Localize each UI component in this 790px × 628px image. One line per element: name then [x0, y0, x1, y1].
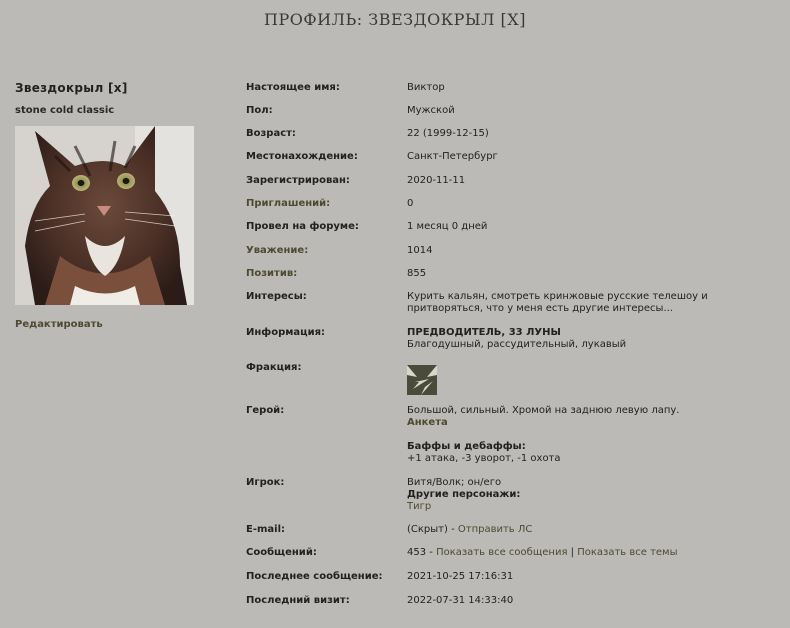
posts-label: Сообщений:	[246, 547, 317, 558]
time-on-forum-label: Провел на форуме:	[246, 221, 359, 232]
hero-anketa-link[interactable]: Анкета	[407, 417, 448, 428]
other-characters-title: Другие персонажи:	[407, 489, 521, 500]
email-separator: -	[447, 524, 458, 535]
player-value	[407, 477, 777, 513]
last-visit-value: 2022-07-31 14:33:40	[407, 595, 514, 606]
buffs-text: +1 атака, -3 уворот, -1 охота	[407, 453, 561, 464]
last-visit-label: Последний визит:	[246, 595, 350, 606]
hero-label: Герой:	[246, 405, 285, 416]
faction-label: Фракция:	[246, 362, 302, 373]
email-label: E-mail:	[246, 524, 286, 535]
info-text: Благодушный, рассудительный, лукавый	[407, 339, 627, 350]
buffs-title: Баффы и дебаффы:	[407, 441, 526, 452]
email-value	[407, 524, 777, 536]
player-label: Игрок:	[246, 477, 285, 488]
positive-link[interactable]: Позитив:	[246, 268, 298, 279]
posts-separator-2: |	[567, 547, 578, 558]
send-pm-link[interactable]: Отправить ЛС	[457, 524, 533, 535]
time-on-forum-value: 1 месяц 0 дней	[407, 221, 488, 232]
registered-value: 2020-11-11	[407, 175, 466, 186]
posts-count: 453	[407, 547, 427, 558]
user-custom-title: stone cold classic	[15, 105, 115, 116]
registered-label: Зарегистрирован:	[246, 175, 350, 186]
info-value	[407, 327, 777, 351]
real-name-label: Настоящее имя:	[246, 82, 340, 93]
age-value: 22 (1999-12-15)	[407, 128, 489, 139]
hero-value	[407, 405, 777, 465]
hero-text: Большой, сильный. Хромой на заднюю левую лапу.	[407, 405, 680, 416]
respect-link[interactable]: Уважение:	[246, 245, 309, 256]
avatar	[15, 126, 194, 305]
faction-emblem-icon[interactable]	[407, 365, 437, 395]
gender-label: Пол:	[246, 105, 273, 116]
positive-value: 855	[407, 268, 427, 279]
username: Звездокрыл [х]	[15, 81, 128, 95]
player-text: Витя/Волк; он/его	[407, 477, 502, 488]
invites-link[interactable]: Приглашений:	[246, 198, 331, 209]
info-label: Информация:	[246, 327, 325, 338]
gender-value: Мужской	[407, 105, 455, 116]
edit-profile-link[interactable]: Редактировать	[15, 319, 103, 330]
user-sidebar	[15, 80, 215, 330]
other-character-link[interactable]: Тигр	[407, 501, 432, 512]
show-all-posts-link[interactable]: Показать все сообщения	[436, 547, 568, 558]
cat-avatar-image	[15, 126, 194, 305]
info-title: ПРЕДВОДИТЕЛЬ, 33 ЛУНЫ	[407, 327, 561, 338]
faction-value	[407, 362, 777, 399]
last-post-label: Последнее сообщение:	[246, 571, 383, 582]
email-hidden: (Скрыт)	[407, 524, 448, 535]
posts-separator: -	[426, 547, 437, 558]
show-all-topics-link[interactable]: Показать все темы	[577, 547, 678, 558]
age-label: Возраст:	[246, 128, 296, 139]
location-label: Местонахождение:	[246, 151, 358, 162]
interests-label: Интересы:	[246, 291, 307, 302]
posts-value	[407, 547, 777, 559]
interests-value: Курить кальян, смотреть кринжовые русские телешоу и притворяться, что у меня есть другие интересы...	[407, 291, 708, 314]
real-name-value: Виктор	[407, 82, 445, 93]
page-title: ПРОФИЛЬ: ЗВЕЗДОКРЫЛ [Х]	[264, 10, 526, 29]
location-value: Санкт-Петербург	[407, 151, 498, 162]
last-post-value: 2021-10-25 17:16:31	[407, 571, 514, 582]
invites-value: 0	[407, 198, 414, 209]
respect-value: 1014	[407, 245, 433, 256]
